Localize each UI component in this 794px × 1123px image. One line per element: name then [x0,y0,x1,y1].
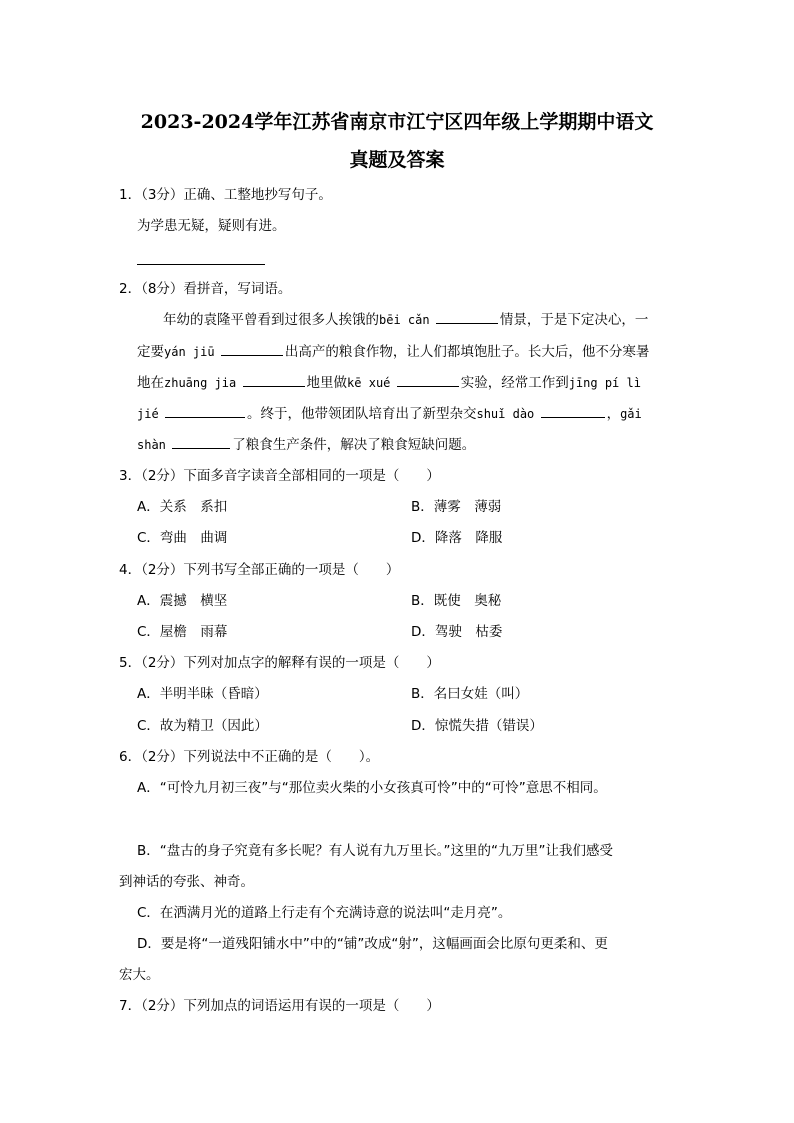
blank [436,311,498,324]
q1-stem: 1．（3分）正确、工整地抄写句子。 [119,187,332,203]
text: 。终于，他带领团队培育出了新型杂交 [246,406,477,422]
text: 地在 [137,375,164,391]
text: 年幼的袁隆平曾看到过很多人挨饿的 [163,312,379,328]
q6-stem: 6．（2分）下列说法中不正确的是（ ）。 [119,749,380,765]
q6-option-d-line2: 宏大。 [119,967,160,983]
q5-option-a: A．半明半昧（昏暗） [137,686,268,702]
text: 了粮食生产条件，解决了粮食短缺问题。 [232,437,476,453]
blank [397,374,459,387]
q2-stem: 2．（8分）看拼音，写词语。 [119,281,292,297]
q6-option-c: C．在洒满月光的道路上行走有个充满诗意的说法叫“走月亮”。 [137,905,512,921]
q2-line1 [163,311,648,329]
blank [165,405,245,418]
q6-option-b-line1: B．“盘古的身子究竟有多长呢？有人说有九万里长。”这里的“九万里”让我们感受 [137,843,613,859]
q5-option-d: D．惊慌失措（错误） [411,718,543,734]
q3-option-c: C．弯曲 曲调 [137,530,228,546]
q4-option-a: A．震撼 横坚 [137,593,228,609]
text: 定要 [137,344,164,360]
pinyin: zhuāng jia [164,376,237,390]
q4-option-c: C．屋檐 雨幕 [137,624,228,640]
q3-option-a: A．关系 系扣 [137,499,228,515]
blank [541,405,605,418]
text: 实验，经常工作到 [460,375,569,391]
pinyin: jié [137,407,159,421]
q3-option-b: B．薄雾 薄弱 [411,499,502,515]
pinyin: shuǐ dào [476,407,535,421]
text: 地里做 [306,375,348,391]
q3-stem: 3．（2分）下面多音字读音全部相同的一项是（ ） [119,468,440,484]
q6-option-d-line1: D．要是将“一道残阳铺水中”中的“铺”改成“射”，这幅画面会比原句更柔和、更 [137,936,608,952]
q1-sentence: 为学患无疑，疑则有进。 [137,218,286,234]
doc-title-line1: 2023-2024学年江苏省南京市江宁区四年级上学期期中语文 [140,111,654,133]
q5-option-b: B．名曰女娃（叫） [411,686,529,702]
q4-stem: 4．（2分）下列书写全部正确的一项是（ ） [119,562,400,578]
pinyin: kē xué [347,376,391,390]
q2-line2 [137,343,649,361]
text: 出高产的粮食作物，让人们都填饱肚子。长大后，他不分寒暑 [284,344,650,360]
text: 情景，于是下定决心，一 [499,312,649,328]
blank [221,343,283,356]
pinyin: yán jiū [164,345,215,359]
q5-option-c: C．故为精卫（因此） [137,718,268,734]
q2-line5 [137,436,475,454]
doc-title-line2: 真题及答案 [349,149,445,171]
blank [243,374,305,387]
q6-option-a: A．“可怜九月初三夜”与“那位卖火柴的小女孩真可怜”中的“可怜”意思不相同。 [137,780,607,796]
q2-line4 [137,405,642,423]
q4-option-b: B．既使 奥秘 [411,593,502,609]
q2-line3 [137,374,641,392]
text: ， [606,406,621,422]
blank [172,436,230,449]
pinyin: shàn [137,438,166,452]
q6-option-b-line2: 到神话的夸张、神奇。 [119,874,254,890]
pinyin: jīng pí lì [568,376,641,390]
pinyin: gǎi [620,407,642,421]
pinyin: bēi cǎn [379,313,430,327]
q5-stem: 5．（2分）下列对加点字的解释有误的一项是（ ） [119,655,440,671]
q1-answer-line [137,252,265,265]
q3-option-d: D．降落 降服 [411,530,503,546]
q4-option-d: D．驾驶 枯委 [411,624,503,640]
q7-stem: 7．（2分）下列加点的词语运用有误的一项是（ ） [119,998,440,1014]
